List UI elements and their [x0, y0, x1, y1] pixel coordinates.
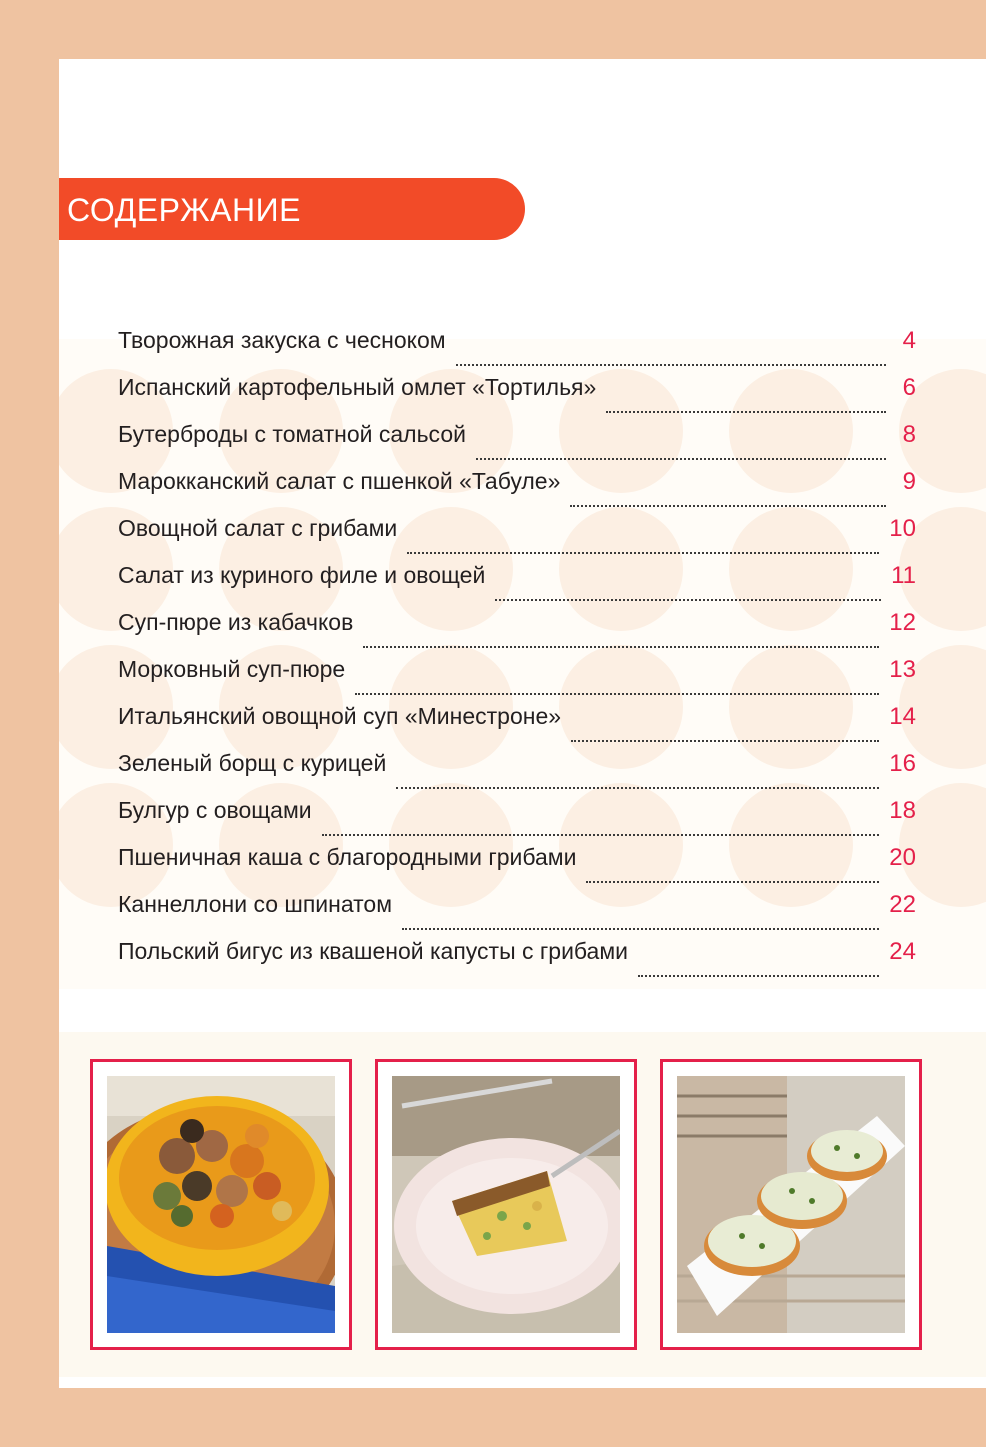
toc-entry-title: Салат из куриного филе и овощей [118, 562, 486, 588]
photo-frame [375, 1059, 637, 1350]
toc-entry[interactable] [118, 515, 916, 562]
dot-leader [586, 880, 879, 883]
toc-entry-title: Бутерброды с томатной сальсой [118, 421, 466, 447]
toc-entry-title: Итальянский овощной суп «Минестроне» [118, 703, 562, 729]
toc-entry[interactable] [118, 703, 916, 750]
dot-leader [407, 551, 879, 554]
photo-frame [660, 1059, 922, 1350]
toc-entry[interactable] [118, 468, 916, 515]
toc-entry-title: Зеленый борщ с курицей [118, 750, 387, 776]
toc-entry-title: Каннеллони со шпинатом [118, 891, 393, 917]
toc-entry-page: 13 [889, 656, 916, 683]
dot-leader [638, 974, 879, 977]
toc-entry-page: 11 [891, 562, 916, 589]
page [59, 59, 986, 1388]
toc-entry[interactable] [118, 327, 916, 374]
toc-entry-page: 14 [889, 703, 916, 730]
toc-entry-title: Суп-пюре из кабачков [118, 609, 354, 635]
toc-entry-page: 8 [902, 421, 916, 448]
dot-leader [571, 739, 879, 742]
dot-leader [606, 410, 886, 413]
toc-entry-title: Пшеничная каша с благородными грибами [118, 844, 577, 870]
toc-entry[interactable] [118, 656, 916, 703]
dot-leader [402, 927, 879, 930]
toc-entry-page: 9 [902, 468, 916, 495]
dot-leader [363, 645, 879, 648]
toc-entry-title: Польский бигус из квашеной капусты с грибами [118, 938, 629, 964]
dot-leader [396, 786, 879, 789]
toc-entry-page: 24 [889, 938, 916, 965]
omelette-slice-photo [392, 1076, 620, 1333]
toc-entry-title: Овощной салат с грибами [118, 515, 398, 541]
toc-entry-title: Испанский картофельный омлет «Тортилья» [118, 374, 597, 400]
dot-leader [495, 598, 881, 601]
toc-entry[interactable] [118, 750, 916, 797]
toc-entry[interactable] [118, 844, 916, 891]
toc-entry-page: 4 [902, 327, 916, 354]
dot-leader [322, 833, 880, 836]
dot-leader [570, 504, 886, 507]
toc-entry[interactable] [118, 797, 916, 844]
stew-bowl-photo [107, 1076, 335, 1333]
table-of-contents [118, 327, 916, 985]
toc-entry-title: Творожная закуска с чесноком [118, 327, 446, 353]
title-banner [59, 178, 525, 240]
toc-entry[interactable] [118, 938, 916, 985]
toc-entry[interactable] [118, 421, 916, 468]
page-title: СОДЕРЖАНИЕ [67, 192, 301, 228]
toc-entry-page: 12 [889, 609, 916, 636]
toc-entry[interactable] [118, 609, 916, 656]
toc-entry-page: 22 [889, 891, 916, 918]
toc-entry[interactable] [118, 374, 916, 421]
toc-entry-title: Марокканский салат с пшенкой «Табуле» [118, 468, 561, 494]
toc-entry-page: 10 [889, 515, 916, 542]
toc-entry-title: Булгур с овощами [118, 797, 312, 823]
toc-entry[interactable] [118, 562, 916, 609]
dot-leader [355, 692, 879, 695]
dot-leader [456, 363, 886, 366]
toc-entry-page: 20 [889, 844, 916, 871]
dot-leader [476, 457, 886, 460]
toc-entry-title: Морковный суп-пюре [118, 656, 346, 682]
photo-frame [90, 1059, 352, 1350]
toc-entry-page: 6 [902, 374, 916, 401]
toc-entry-page: 16 [889, 750, 916, 777]
herb-toast-photo [677, 1076, 905, 1333]
toc-entry[interactable] [118, 891, 916, 938]
toc-entry-page: 18 [889, 797, 916, 824]
